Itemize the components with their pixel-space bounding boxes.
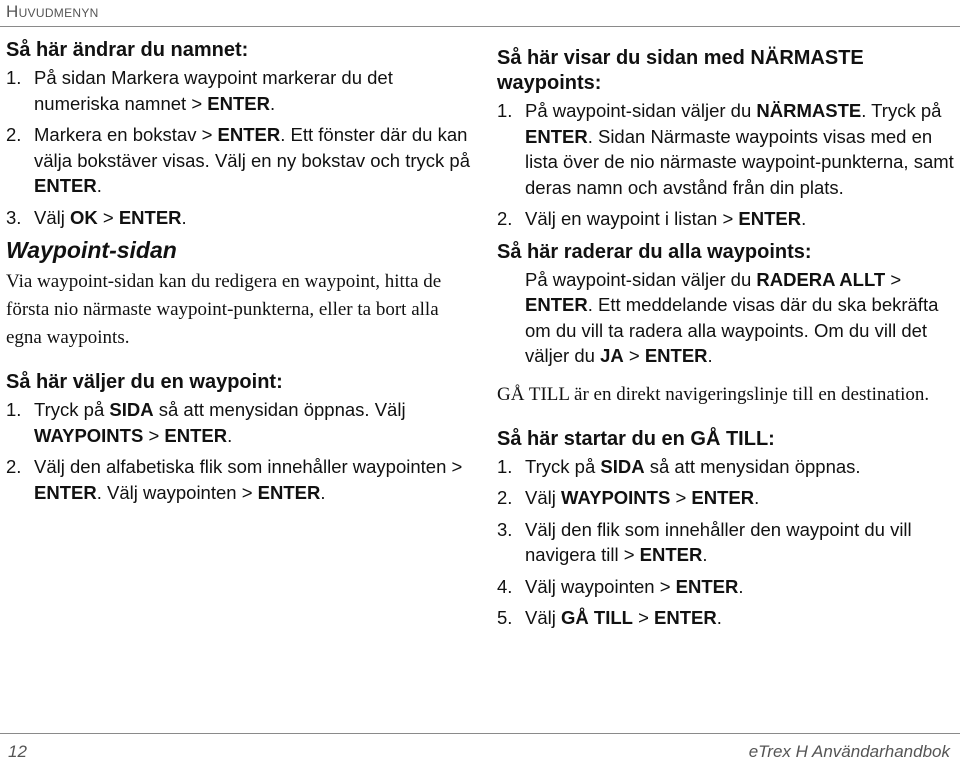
step-number: 2. xyxy=(6,456,22,477)
step-text: . xyxy=(754,487,760,508)
key-name: ENTER xyxy=(738,208,802,229)
key-name: ENTER xyxy=(34,175,97,196)
step-text: . xyxy=(269,92,276,114)
key-name: SIDA xyxy=(109,399,154,420)
goto-heading: Så här startar du en GÅ TILL: xyxy=(497,427,775,450)
key-name: JA xyxy=(600,345,624,366)
step-number: 1. xyxy=(497,455,513,477)
step-text: . xyxy=(738,575,744,597)
left-column xyxy=(6,38,474,511)
goto-steps xyxy=(497,454,959,631)
footer-rule xyxy=(0,733,960,734)
step-item xyxy=(497,605,959,631)
step-item xyxy=(6,454,474,505)
key-name: ENTER xyxy=(675,575,739,597)
waypoint-section-body: Via waypoint-sidan kan du redigera en waypoint, hitta de första nio närmaste waypoint-punkterna, eller ta bort alla egna waypoints. xyxy=(6,271,442,348)
step-text: Välj en waypoint i listan > xyxy=(525,208,739,229)
step-text: . xyxy=(320,481,326,503)
key-name: ENTER xyxy=(525,294,588,315)
step-text: > xyxy=(623,345,645,366)
key-name: ENTER xyxy=(118,206,182,228)
step-text: så att menysidan öppnas. xyxy=(644,455,861,477)
step-text: Välj den flik som innehåller den waypoint du vill navigera till > xyxy=(525,518,912,565)
step-number: 1. xyxy=(6,399,22,420)
step-number: 3. xyxy=(497,518,513,540)
step-item xyxy=(497,574,959,600)
step-item xyxy=(6,205,474,231)
key-name: ENTER xyxy=(691,487,755,508)
step-text: Tryck på xyxy=(525,455,601,477)
key-name: ENTER xyxy=(257,481,321,503)
right-column xyxy=(497,46,959,637)
step-text: . Sidan Närmaste waypoints visas med en lista över de nio närmaste waypoint-punkterna, samt deras namn och avstånd från din plats. xyxy=(525,125,954,198)
step-text: Välj den alfabetiska flik som innehåller waypointen > xyxy=(34,456,463,477)
step-item xyxy=(497,98,959,200)
step-text: > xyxy=(97,206,119,228)
step-text: Välj xyxy=(525,607,561,628)
nearest-steps xyxy=(497,98,959,232)
step-item xyxy=(497,517,959,568)
step-text: så att menysidan öppnas. Välj xyxy=(153,399,406,420)
key-name: ENTER xyxy=(207,92,270,114)
step-text: . Ett meddelande visas där du ska bekräfta om du vill ta radera alla waypoints. Om du vill det väljer du xyxy=(525,294,939,366)
header-rule xyxy=(0,26,960,27)
key-name: ENTER xyxy=(164,424,228,446)
step-number: 1. xyxy=(497,100,513,121)
step-text: På sidan Markera waypoint markerar du det numeriska namnet > xyxy=(34,67,393,114)
step-text: Markera en bokstav > xyxy=(34,124,218,145)
step-text: . xyxy=(801,208,807,229)
step-text: På waypoint-sidan väljer du xyxy=(525,100,757,121)
step-text: > xyxy=(885,268,902,290)
step-text: . xyxy=(227,424,233,446)
step-number: 4. xyxy=(497,575,513,597)
step-text: > xyxy=(143,424,165,446)
step-item xyxy=(497,454,959,480)
page-number: 12 xyxy=(8,742,27,761)
step-text: . xyxy=(707,345,713,366)
delete-all-heading: Så här raderar du alla waypoints: xyxy=(497,240,812,263)
key-name: ENTER xyxy=(644,345,708,366)
step-item xyxy=(6,122,474,199)
step-text: . xyxy=(716,607,722,628)
section-header: Huvudmenyn xyxy=(6,2,99,21)
select-waypoint-steps xyxy=(6,397,474,505)
key-name: WAYPOINTS xyxy=(561,487,671,508)
step-item xyxy=(6,397,474,448)
key-name: WAYPOINTS xyxy=(34,424,144,446)
step-item xyxy=(497,485,959,511)
step-text: . Välj waypointen > xyxy=(96,481,258,503)
step-text: . xyxy=(702,544,708,565)
key-name: ENTER xyxy=(654,607,717,628)
key-name: ENTER xyxy=(639,544,703,565)
step-number: 2. xyxy=(497,487,513,508)
step-text: Välj waypointen > xyxy=(525,575,676,597)
step-number: 5. xyxy=(497,607,513,628)
step-text: . xyxy=(181,206,187,228)
rename-heading: Så här ändrar du namnet: xyxy=(6,39,249,61)
manual-title: eTrex H Användarhandbok xyxy=(748,742,950,761)
step-text: . xyxy=(96,175,102,196)
step-text: . Tryck på xyxy=(861,100,942,121)
step-text: På waypoint-sidan väljer du xyxy=(525,268,757,290)
key-name: NÄRMASTE xyxy=(756,100,862,121)
step-number: 1. xyxy=(6,67,22,88)
rename-steps xyxy=(6,65,474,230)
key-name: OK xyxy=(70,206,98,228)
step-item xyxy=(497,206,959,232)
waypoint-section-title: Waypoint-sidan xyxy=(6,237,177,263)
step-number: 3. xyxy=(6,206,22,228)
key-name: ENTER xyxy=(217,124,281,145)
step-text: Välj xyxy=(525,487,561,508)
step-text: > xyxy=(670,487,692,508)
key-name: ENTER xyxy=(525,125,588,147)
select-waypoint-heading: Så här väljer du en waypoint: xyxy=(6,371,283,393)
step-item xyxy=(6,65,474,116)
step-number: 2. xyxy=(6,124,22,145)
step-number: 2. xyxy=(497,208,513,229)
key-name: RADERA ALLT xyxy=(756,268,886,290)
step-text: . Ett fönster där du kan välja bokstäver visas. Välj en ny bokstav och tryck på xyxy=(34,124,470,171)
nearest-heading: Så här visar du sidan med NÄRMASTE waypoints: xyxy=(497,47,864,94)
key-name: ENTER xyxy=(34,481,97,503)
key-name: GÅ TILL xyxy=(561,607,633,628)
step-text: Välj xyxy=(34,206,70,228)
key-name: SIDA xyxy=(600,455,645,477)
delete-all-text xyxy=(497,267,959,369)
step-text: > xyxy=(632,607,655,628)
step-text: Tryck på xyxy=(34,399,110,420)
goto-description: GÅ TILL är en direkt navigeringslinje till en destination. xyxy=(497,383,930,405)
